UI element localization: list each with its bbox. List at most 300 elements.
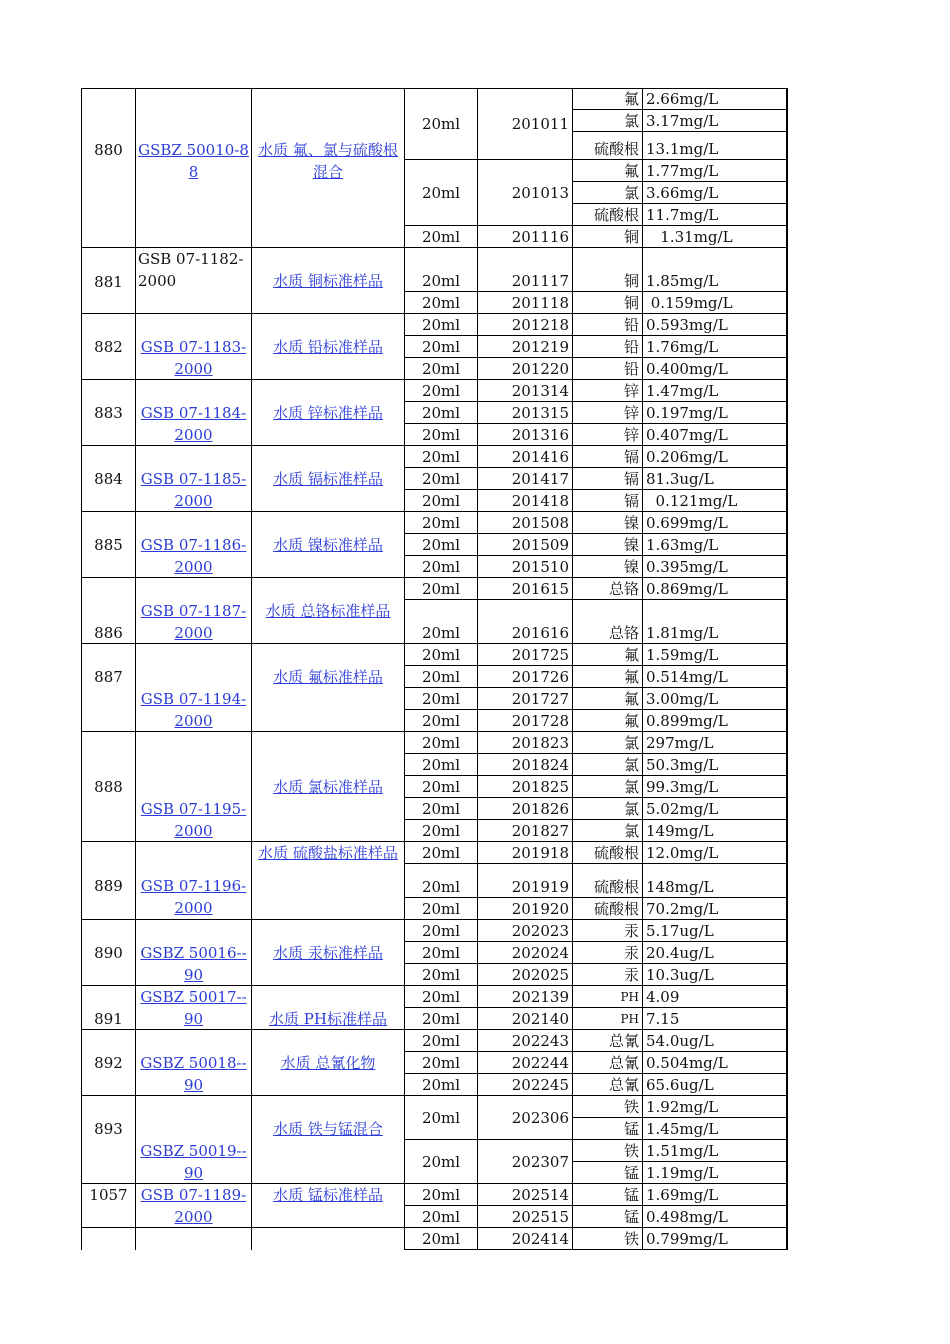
element-name: 氯 bbox=[623, 112, 639, 130]
volume-text: 20ml bbox=[421, 382, 461, 400]
standard-code-link[interactable]: GSB 07-1196-2000 bbox=[140, 877, 247, 917]
sample-name-wrap bbox=[256, 842, 400, 864]
volume-cell bbox=[404, 578, 477, 600]
concentration-value: 3.66mg/L bbox=[646, 184, 719, 202]
batch-number: 201825 bbox=[511, 778, 569, 796]
sample-name[interactable] bbox=[251, 732, 404, 842]
volume-text: 20ml bbox=[421, 1076, 461, 1094]
row-number-text: 887 bbox=[94, 668, 123, 686]
row-number-text: 892 bbox=[94, 1054, 123, 1072]
element-cell bbox=[572, 226, 642, 248]
row-number bbox=[81, 920, 135, 986]
element-name: 锰 bbox=[623, 1208, 639, 1226]
concentration-cell bbox=[642, 898, 787, 920]
sample-name-link[interactable]: 水质 铜标准样品 bbox=[273, 272, 383, 290]
element-name: 总铬 bbox=[608, 624, 639, 642]
sample-name[interactable] bbox=[251, 986, 404, 1030]
row-number-text: 889 bbox=[94, 877, 123, 895]
volume-text: 20ml bbox=[421, 184, 461, 202]
concentration-value: 0.799mg/L bbox=[646, 1230, 728, 1248]
sample-name-link[interactable]: 水质 总氰化物 bbox=[280, 1054, 376, 1072]
concentration-value: 0.395mg/L bbox=[646, 558, 728, 576]
concentration-value: 0.407mg/L bbox=[646, 426, 728, 444]
volume-cell bbox=[404, 688, 477, 710]
sample-name-link[interactable]: 水质 总铬标准样品 bbox=[265, 602, 391, 620]
element-cell bbox=[572, 1008, 642, 1030]
element-cell bbox=[572, 468, 642, 490]
concentration-value: 12.0mg/L bbox=[646, 844, 719, 862]
concentration-value: 0.899mg/L bbox=[646, 712, 728, 730]
element-name: 氯 bbox=[623, 822, 639, 840]
sample-name[interactable] bbox=[251, 446, 404, 512]
sample-name-link[interactable]: 水质 镍标准样品 bbox=[273, 536, 383, 554]
concentration-value: 0.159mg/L bbox=[646, 294, 733, 312]
element-cell bbox=[572, 556, 642, 578]
batch-cell bbox=[477, 446, 572, 468]
concentration-value: 13.1mg/L bbox=[646, 140, 719, 158]
standard-code[interactable] bbox=[135, 920, 251, 986]
element-cell bbox=[572, 490, 642, 512]
volume-text: 20ml bbox=[421, 1230, 461, 1248]
batch-number: 201728 bbox=[511, 712, 569, 730]
concentration-value: 0.197mg/L bbox=[646, 404, 728, 422]
concentration-value: 2.66mg/L bbox=[646, 90, 719, 108]
element-name: 氯 bbox=[623, 778, 639, 796]
element-name: 锰 bbox=[623, 1186, 639, 1204]
row-number-text: 881 bbox=[94, 273, 123, 291]
volume-cell bbox=[404, 160, 477, 226]
sample-name-link[interactable]: 水质 铁与锰混合 bbox=[273, 1120, 383, 1138]
batch-number: 201220 bbox=[511, 360, 569, 378]
batch-number: 201726 bbox=[511, 668, 569, 686]
element-name: 氟 bbox=[623, 712, 639, 730]
batch-cell bbox=[477, 898, 572, 920]
volume-text: 20ml bbox=[421, 115, 461, 133]
element-name: 锌 bbox=[623, 382, 639, 400]
volume-cell bbox=[404, 226, 477, 248]
batch-number: 201725 bbox=[511, 646, 569, 664]
standard-code[interactable] bbox=[135, 1030, 251, 1096]
concentration-value: 0.699mg/L bbox=[646, 514, 728, 532]
batch-number: 201418 bbox=[511, 492, 569, 510]
sample-name bbox=[251, 1228, 404, 1250]
element-name: 锌 bbox=[623, 426, 639, 444]
sample-name[interactable] bbox=[251, 920, 404, 986]
element-name: 镉 bbox=[623, 492, 639, 510]
standard-code[interactable] bbox=[135, 314, 251, 380]
volume-text: 20ml bbox=[421, 580, 461, 598]
element-cell bbox=[572, 132, 642, 160]
sample-name-link[interactable]: 水质 PH标准样品 bbox=[269, 1010, 387, 1028]
volume-cell bbox=[404, 798, 477, 820]
concentration-value: 0.121mg/L bbox=[646, 492, 738, 510]
concentration-value: 50.3mg/L bbox=[646, 756, 719, 774]
volume-cell bbox=[404, 402, 477, 424]
sample-name[interactable] bbox=[251, 1184, 404, 1228]
row-number-text: 882 bbox=[94, 338, 123, 356]
batch-number: 202245 bbox=[511, 1076, 569, 1094]
element-cell bbox=[572, 1206, 642, 1228]
volume-cell bbox=[404, 336, 477, 358]
volume-cell bbox=[404, 964, 477, 986]
concentration-value: 1.77mg/L bbox=[646, 162, 719, 180]
batch-number: 201827 bbox=[511, 822, 569, 840]
batch-number: 202024 bbox=[511, 944, 569, 962]
element-name: 铅 bbox=[623, 338, 639, 356]
concentration-cell bbox=[642, 688, 787, 710]
batch-cell bbox=[477, 754, 572, 776]
volume-cell bbox=[404, 864, 477, 898]
element-cell bbox=[572, 710, 642, 732]
concentration-value: 99.3mg/L bbox=[646, 778, 719, 796]
concentration-value: 0.514mg/L bbox=[646, 668, 728, 686]
sample-name-wrap bbox=[256, 336, 400, 358]
concentration-cell bbox=[642, 1162, 787, 1184]
sample-name-wrap bbox=[256, 1052, 400, 1074]
concentration-value: 65.6ug/L bbox=[646, 1076, 714, 1094]
element-name: PH bbox=[620, 990, 639, 1004]
volume-text: 20ml bbox=[421, 800, 461, 818]
volume-text: 20ml bbox=[421, 822, 461, 840]
volume-cell bbox=[404, 358, 477, 380]
concentration-cell bbox=[642, 1184, 787, 1206]
element-name: 汞 bbox=[623, 922, 639, 940]
volume-cell bbox=[404, 556, 477, 578]
sample-name-wrap bbox=[256, 402, 400, 424]
standard-code-link[interactable]: GSBZ 50019--90 bbox=[140, 1142, 247, 1182]
standard-code-link[interactable]: GSB 07-1186-2000 bbox=[140, 536, 247, 576]
standard-code[interactable] bbox=[135, 1096, 251, 1184]
concentration-cell bbox=[642, 468, 787, 490]
element-name: 氟 bbox=[623, 668, 639, 686]
batch-cell bbox=[477, 920, 572, 942]
element-name: 铁 bbox=[623, 1098, 639, 1116]
sample-name[interactable] bbox=[251, 1030, 404, 1096]
element-name: 镍 bbox=[623, 514, 639, 532]
standard-code-link[interactable]: GSBZ 50017--90 bbox=[140, 988, 247, 1028]
element-cell bbox=[572, 942, 642, 964]
sample-name-link[interactable]: 水质 氟标准样品 bbox=[273, 668, 383, 686]
standard-code-link[interactable]: GSB 07-1195-2000 bbox=[140, 800, 247, 840]
element-name: 硫酸根 bbox=[593, 206, 639, 224]
batch-cell bbox=[477, 248, 572, 292]
sample-name-link[interactable]: 水质 锰标准样品 bbox=[273, 1186, 383, 1204]
concentration-cell bbox=[642, 534, 787, 556]
sample-name[interactable] bbox=[251, 842, 404, 920]
sample-name[interactable] bbox=[251, 380, 404, 446]
volume-cell bbox=[404, 1096, 477, 1140]
element-name: 铁 bbox=[623, 1142, 639, 1160]
volume-text: 20ml bbox=[421, 944, 461, 962]
volume-cell bbox=[404, 644, 477, 666]
element-cell bbox=[572, 820, 642, 842]
concentration-cell bbox=[642, 556, 787, 578]
concentration-value: 1.63mg/L bbox=[646, 536, 719, 554]
element-cell bbox=[572, 776, 642, 798]
volume-cell bbox=[404, 754, 477, 776]
element-name: 总氰 bbox=[608, 1054, 639, 1072]
concentration-value: 1.19mg/L bbox=[646, 1164, 719, 1182]
volume-cell bbox=[404, 490, 477, 512]
concentration-cell bbox=[642, 986, 787, 1008]
volume-cell bbox=[404, 776, 477, 798]
standard-code[interactable] bbox=[135, 986, 251, 1030]
sample-name-wrap bbox=[256, 1118, 400, 1140]
batch-cell bbox=[477, 402, 572, 424]
concentration-value: 297mg/L bbox=[646, 734, 714, 752]
concentration-value: 20.4ug/L bbox=[646, 944, 714, 962]
standard-code-link[interactable]: GSBZ 50018--90 bbox=[140, 1054, 247, 1094]
row-number bbox=[81, 446, 135, 512]
batch-number: 201919 bbox=[511, 878, 569, 896]
volume-text: 20ml bbox=[421, 1054, 461, 1072]
volume-text: 20ml bbox=[421, 690, 461, 708]
concentration-cell bbox=[642, 248, 787, 292]
standard-code-link[interactable]: GSB 07-1185-2000 bbox=[140, 470, 247, 510]
volume-cell bbox=[404, 600, 477, 644]
concentration-cell bbox=[642, 512, 787, 534]
volume-cell bbox=[404, 1030, 477, 1052]
sample-name-wrap bbox=[256, 270, 400, 292]
volume-cell bbox=[404, 820, 477, 842]
volume-text: 20ml bbox=[421, 668, 461, 686]
row-number bbox=[81, 1096, 135, 1184]
concentration-cell bbox=[642, 204, 787, 226]
volume-text: 20ml bbox=[421, 536, 461, 554]
sample-name-wrap bbox=[256, 1184, 400, 1206]
element-cell bbox=[572, 798, 642, 820]
concentration-value: 3.17mg/L bbox=[646, 112, 719, 130]
sample-name[interactable] bbox=[251, 88, 404, 248]
batch-number: 201727 bbox=[511, 690, 569, 708]
element-name: 氯 bbox=[623, 756, 639, 774]
element-cell bbox=[572, 512, 642, 534]
batch-number: 201826 bbox=[511, 800, 569, 818]
row-number bbox=[81, 1030, 135, 1096]
table-top-border bbox=[81, 88, 787, 89]
sample-name[interactable] bbox=[251, 248, 404, 314]
element-cell bbox=[572, 600, 642, 644]
volume-text: 20ml bbox=[421, 338, 461, 356]
element-name: 锰 bbox=[623, 1164, 639, 1182]
element-cell bbox=[572, 986, 642, 1008]
concentration-cell bbox=[642, 820, 787, 842]
element-name: 总氰 bbox=[608, 1076, 639, 1094]
concentration-cell bbox=[642, 600, 787, 644]
sample-name-link[interactable]: 水质 氟、氯与硫酸根混合 bbox=[258, 141, 398, 181]
concentration-cell bbox=[642, 402, 787, 424]
standard-code[interactable] bbox=[135, 446, 251, 512]
standard-code[interactable] bbox=[135, 1184, 251, 1228]
batch-cell bbox=[477, 1206, 572, 1228]
element-name: PH bbox=[620, 1012, 639, 1026]
row-number-text: 883 bbox=[94, 404, 123, 422]
concentration-value: 0.206mg/L bbox=[646, 448, 728, 466]
element-cell bbox=[572, 1096, 642, 1118]
volume-cell bbox=[404, 88, 477, 160]
concentration-value: 4.09 bbox=[646, 988, 680, 1006]
volume-text: 20ml bbox=[421, 448, 461, 466]
volume-cell bbox=[404, 512, 477, 534]
standard-code[interactable] bbox=[135, 842, 251, 920]
row-number-text: 1057 bbox=[89, 1186, 128, 1204]
batch-number: 201116 bbox=[511, 228, 569, 246]
element-cell bbox=[572, 88, 642, 110]
volume-cell bbox=[404, 468, 477, 490]
element-name: 总铬 bbox=[608, 580, 639, 598]
sample-name-link[interactable]: 水质 硫酸盐标准样品 bbox=[258, 844, 398, 862]
element-name: 铜 bbox=[623, 294, 639, 312]
batch-number: 202515 bbox=[511, 1208, 569, 1226]
sample-name-link[interactable]: 水质 氯标准样品 bbox=[273, 778, 383, 796]
element-cell bbox=[572, 402, 642, 424]
batch-cell bbox=[477, 556, 572, 578]
batch-number: 202243 bbox=[511, 1032, 569, 1050]
standard-code-link[interactable]: GSBZ 50010-88 bbox=[138, 141, 249, 181]
batch-number: 202139 bbox=[511, 988, 569, 1006]
standard-code-link[interactable]: GSB 07-1187-2000 bbox=[140, 602, 247, 642]
element-name: 镍 bbox=[623, 536, 639, 554]
element-name: 氯 bbox=[623, 184, 639, 202]
volume-cell bbox=[404, 1140, 477, 1184]
batch-number: 202307 bbox=[511, 1153, 569, 1171]
sample-name[interactable] bbox=[251, 1096, 404, 1184]
volume-text: 20ml bbox=[421, 294, 461, 312]
volume-text: 20ml bbox=[421, 1186, 461, 1204]
element-name: 锌 bbox=[623, 404, 639, 422]
element-cell bbox=[572, 358, 642, 380]
volume-text: 20ml bbox=[421, 1010, 461, 1028]
standard-code[interactable] bbox=[135, 512, 251, 578]
standard-code[interactable] bbox=[135, 578, 251, 644]
element-cell bbox=[572, 964, 642, 986]
volume-text: 20ml bbox=[421, 426, 461, 444]
element-cell bbox=[572, 864, 642, 898]
volume-cell bbox=[404, 942, 477, 964]
batch-cell bbox=[477, 820, 572, 842]
volume-text: 20ml bbox=[421, 492, 461, 510]
concentration-cell bbox=[642, 88, 787, 110]
sample-name-link[interactable]: 水质 铅标准样品 bbox=[273, 338, 383, 356]
batch-number: 202414 bbox=[511, 1230, 569, 1248]
element-name: 总氰 bbox=[608, 1032, 639, 1050]
standard-code[interactable] bbox=[135, 380, 251, 446]
element-cell bbox=[572, 1184, 642, 1206]
standard-code-link[interactable]: GSBZ 50016--90 bbox=[140, 944, 247, 984]
standard-code[interactable] bbox=[135, 644, 251, 732]
batch-number: 201417 bbox=[511, 470, 569, 488]
sample-name-wrap bbox=[256, 666, 400, 688]
standard-code-link[interactable]: GSB 07-1189-2000 bbox=[140, 1186, 247, 1226]
batch-number: 201316 bbox=[511, 426, 569, 444]
volume-cell bbox=[404, 1184, 477, 1206]
element-cell bbox=[572, 182, 642, 204]
element-cell bbox=[572, 842, 642, 864]
volume-text: 20ml bbox=[421, 558, 461, 576]
volume-cell bbox=[404, 292, 477, 314]
sample-name-link[interactable]: 水质 汞标准样品 bbox=[273, 944, 383, 962]
concentration-cell bbox=[642, 110, 787, 132]
standard-code[interactable] bbox=[135, 88, 251, 248]
element-name: 镍 bbox=[623, 558, 639, 576]
concentration-value: 1.85mg/L bbox=[646, 272, 719, 290]
element-cell bbox=[572, 292, 642, 314]
element-name: 汞 bbox=[623, 944, 639, 962]
concentration-value: 7.15 bbox=[646, 1010, 680, 1028]
concentration-cell bbox=[642, 644, 787, 666]
batch-cell bbox=[477, 776, 572, 798]
batch-cell bbox=[477, 226, 572, 248]
sample-name-link[interactable]: 水质 镉标准样品 bbox=[273, 470, 383, 488]
element-name: 氟 bbox=[623, 690, 639, 708]
volume-text: 20ml bbox=[421, 272, 461, 290]
concentration-value: 1.69mg/L bbox=[646, 1186, 719, 1204]
volume-cell bbox=[404, 1052, 477, 1074]
sample-name[interactable] bbox=[251, 578, 404, 644]
volume-cell bbox=[404, 534, 477, 556]
volume-text: 20ml bbox=[421, 922, 461, 940]
sample-name[interactable] bbox=[251, 644, 404, 732]
sample-name-wrap bbox=[256, 600, 400, 622]
concentration-value: 1.31mg/L bbox=[646, 228, 733, 246]
standard-code-link[interactable]: GSB 07-1183-2000 bbox=[140, 338, 247, 378]
row-number bbox=[81, 1228, 135, 1250]
batch-cell bbox=[477, 380, 572, 402]
element-cell bbox=[572, 1140, 642, 1162]
element-cell bbox=[572, 898, 642, 920]
batch-number: 202140 bbox=[511, 1010, 569, 1028]
row-number-text: 890 bbox=[94, 944, 123, 962]
batch-cell bbox=[477, 292, 572, 314]
element-cell bbox=[572, 920, 642, 942]
concentration-cell bbox=[642, 942, 787, 964]
concentration-value: 81.3ug/L bbox=[646, 470, 714, 488]
element-cell bbox=[572, 578, 642, 600]
volume-text: 20ml bbox=[421, 1208, 461, 1226]
element-name: 氯 bbox=[623, 800, 639, 818]
concentration-cell bbox=[642, 182, 787, 204]
concentration-value: 5.17ug/L bbox=[646, 922, 714, 940]
standard-code bbox=[135, 248, 251, 314]
element-cell bbox=[572, 1228, 642, 1250]
concentration-cell bbox=[642, 314, 787, 336]
element-cell bbox=[572, 1030, 642, 1052]
batch-cell bbox=[477, 644, 572, 666]
batch-cell bbox=[477, 512, 572, 534]
batch-cell bbox=[477, 1052, 572, 1074]
volume-text: 20ml bbox=[421, 646, 461, 664]
standard-code[interactable] bbox=[135, 732, 251, 842]
batch-cell bbox=[477, 314, 572, 336]
concentration-value: 149mg/L bbox=[646, 822, 714, 840]
element-name: 铜 bbox=[623, 272, 639, 290]
standard-code-link[interactable]: GSB 07-1194-2000 bbox=[140, 690, 247, 730]
sample-name[interactable] bbox=[251, 512, 404, 578]
sample-name-link[interactable]: 水质 锌标准样品 bbox=[273, 404, 383, 422]
element-name: 镉 bbox=[623, 470, 639, 488]
row-number-text: 884 bbox=[94, 470, 123, 488]
element-name: 硫酸根 bbox=[593, 878, 639, 896]
concentration-cell bbox=[642, 1140, 787, 1162]
row-number-text: 888 bbox=[94, 778, 123, 796]
batch-cell bbox=[477, 986, 572, 1008]
concentration-value: 0.869mg/L bbox=[646, 580, 728, 598]
standard-code-link[interactable]: GSB 07-1184-2000 bbox=[140, 404, 247, 444]
volume-text: 20ml bbox=[421, 756, 461, 774]
row-number-text: 885 bbox=[94, 536, 123, 554]
sample-name[interactable] bbox=[251, 314, 404, 380]
row-number bbox=[81, 314, 135, 380]
